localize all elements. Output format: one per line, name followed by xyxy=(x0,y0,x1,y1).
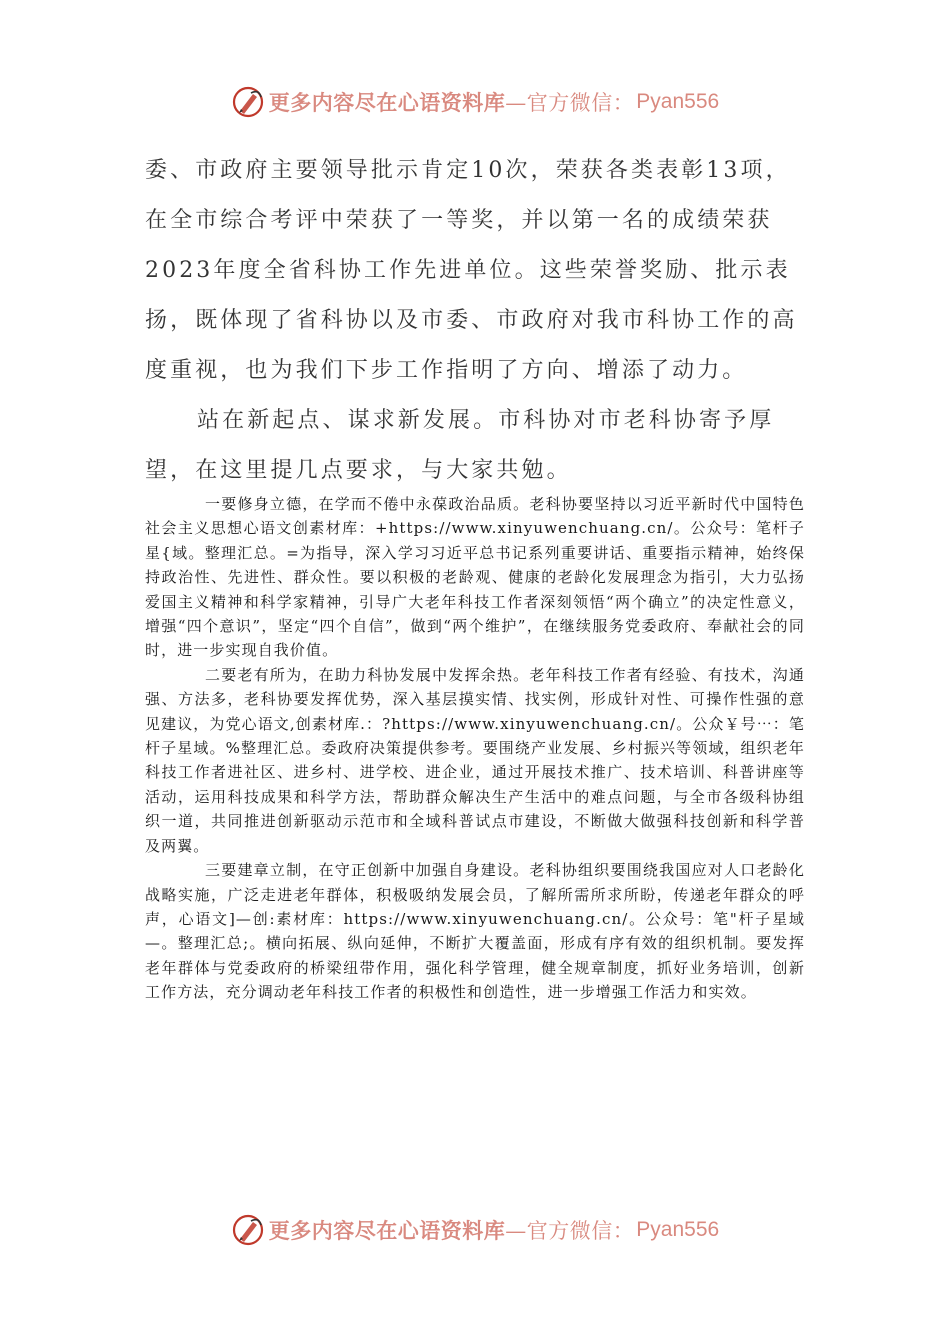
banner-separator-text: —官方微信： xyxy=(505,1219,635,1243)
small-paragraph-2: 二要老有所为，在助力科协发展中发挥余热。老年科技工作者有经验、有技术，沟通强、方法多，老科协要发挥优势，深入基层摸实情、找实例，形成针对性、可操作性强的意见建议，为党心语文,创素材库.：?https://www.xinyuwenchuang.cn/。公众￥号⋯：笔杆子星域。%整理汇总。委政府决策提供参考。要围绕产业发展、乡村振兴等领域，组织老年科技工作者进社区、进乡村、进学校、进企业，通过开展技术推广、技术培训、科普讲座等活动，运用科技成果和科学方法，帮助群众解决生产生活中的难点问题，与全市各级科协组织一道，共同推进创新驱动示范市和全域科普试点市建设，不断做大做强科技创新和科学普及两翼。 xyxy=(145,665,806,855)
small-paragraph-1: 一要修身立德，在学而不倦中永葆政治品质。老科协要坚持以习近平新时代中国特色社会主义思想心语文创素材库：+https://www.xinyuwenchuang.cn/。公众号：笔杆子星{域。整理汇总。=为指导，深入学习习近平总书记系列重要讲话、重要指示精神，始终保持政治性、先进性、群众性。要以积极的老龄观、健康的老龄化发展理念为指引，大力弘扬爱国主义精神和科学家精神，引导广大老年科技工作者深刻领悟“两个确立”的决定性意义，增强“四个意识”，坚定“四个自信”，做到“两个维护”，在继续服务党委政府、奉献社会的同时，进一步实现自我价值。 xyxy=(145,495,805,660)
large-paragraph-2: 站在新起点、谋求新发展。市科协对市老科协寄予厚望，在这里提几点要求，与大家共勉。 xyxy=(145,408,775,483)
small-text-section xyxy=(145,492,805,1005)
pen-logo-icon xyxy=(231,85,265,119)
header-watermark-banner xyxy=(0,80,950,124)
banner-separator-text: —官方微信： xyxy=(505,91,635,115)
small-paragraph-3: 三要建章立制，在守正创新中加强自身建设。老科协组织要围绕我国应对人口老龄化战略实施，广泛走进老年群体，积极吸纳发展会员，了解所需所求所盼，传递老年群众的呼声，心语文]—创:素材库：https://www.xinyuwenchuang.cn/。公众号：笔"杆子星域—。整理汇总;。横向拓展、纵向延伸，不断扩大覆盖面，形成有序有效的组织机制。要发挥老年群体与党委政府的桥梁纽带作用，强化科学管理，健全规章制度，抓好业务培训，创新工作方法，充分调动老年科技工作者的积极性和创造性，进一步增强工作活力和实效。 xyxy=(145,861,805,1002)
footer-watermark-banner xyxy=(0,1208,950,1252)
large-paragraph-1: 委、市政府主要领导批示肯定10次，荣获各类表彰13项，在全市综合考评中荣获了一等奖，并以第一名的成绩荣获2023年度全省科协工作先进单位。这些荣誉奖励、批示表扬，既体现了省科协以及市委、市政府对我市科协工作的高度重视，也为我们下步工作指明了方向、增添了动力。 xyxy=(145,158,798,383)
banner-wechat-id: Pyan556 xyxy=(636,90,720,113)
banner-main-text: 更多内容尽在心语资料库 xyxy=(268,1218,506,1243)
banner-wechat-id: Pyan556 xyxy=(636,1218,720,1241)
banner-main-text: 更多内容尽在心语资料库 xyxy=(268,90,506,115)
pen-logo-icon xyxy=(231,1213,265,1247)
large-text-section xyxy=(145,146,805,496)
